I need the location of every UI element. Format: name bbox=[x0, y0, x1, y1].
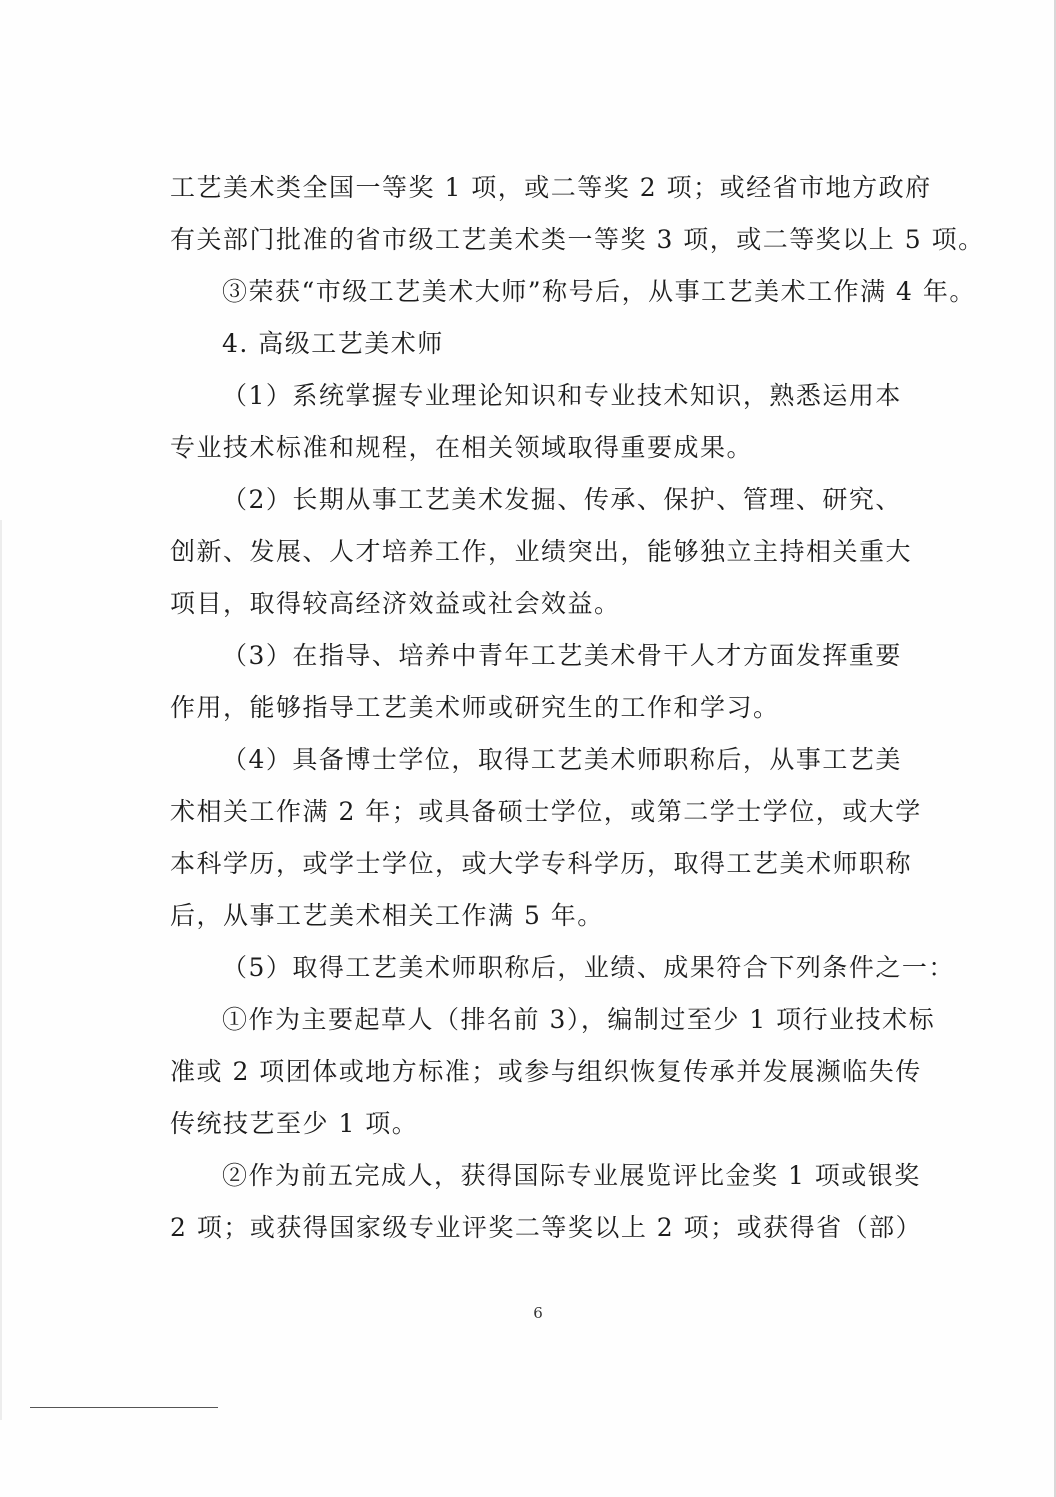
text-line: ②作为前五完成人，获得国际专业展览评比金奖 1 项或银奖 bbox=[222, 1161, 921, 1190]
text-line: 2 项；或获得国家级专业评奖二等奖以上 2 项；或获得省（部） bbox=[170, 1213, 923, 1242]
section-heading: 4. 高级工艺美术师 bbox=[222, 329, 444, 358]
footnote-divider bbox=[30, 1407, 218, 1408]
document-body bbox=[170, 162, 985, 1254]
text-line: 作用，能够指导工艺美术师或研究生的工作和学习。 bbox=[170, 693, 780, 722]
text-line: （3）在指导、培养中青年工艺美术骨干人才方面发挥重要 bbox=[222, 641, 902, 670]
text-line: 传统技艺至少 1 项。 bbox=[170, 1109, 419, 1138]
text-line: 项目，取得较高经济效益或社会效益。 bbox=[170, 589, 621, 618]
text-line: （2）长期从事工艺美术发掘、传承、保护、管理、研究、 bbox=[222, 485, 902, 514]
text-line: ③荣获“市级工艺美术大师”称号后，从事工艺美术工作满 4 年。 bbox=[222, 277, 976, 306]
page-edge-shadow bbox=[0, 520, 2, 1420]
text-line: 准或 2 项团体或地方标准；或参与组织恢复传承并发展濒临失传 bbox=[170, 1057, 922, 1086]
text-line: （4）具备博士学位，取得工艺美术师职称后，从事工艺美 bbox=[222, 745, 902, 774]
page-number: 6 bbox=[533, 1304, 543, 1322]
text-line: ①作为主要起草人（排名前 3），编制过至少 1 项行业技术标 bbox=[222, 1005, 936, 1034]
text-line: 有关部门批准的省市级工艺美术类一等奖 3 项，或二等奖以上 5 项。 bbox=[170, 225, 985, 254]
text-line: （1）系统掌握专业理论知识和专业技术知识，熟悉运用本 bbox=[222, 381, 902, 410]
text-line: 工艺美术类全国一等奖 1 项，或二等奖 2 项；或经省市地方政府 bbox=[170, 173, 932, 202]
text-line: 本科学历，或学士学位，或大学专科学历，取得工艺美术师职称 bbox=[170, 849, 913, 878]
text-line: 后，从事工艺美术相关工作满 5 年。 bbox=[170, 901, 604, 930]
text-line: （5）取得工艺美术师职称后，业绩、成果符合下列条件之一： bbox=[222, 953, 955, 982]
text-line: 术相关工作满 2 年；或具备硕士学位，或第二学士学位，或大学 bbox=[170, 797, 922, 826]
text-line: 创新、发展、人才培养工作，业绩突出，能够独立主持相关重大 bbox=[170, 537, 913, 566]
text-line: 专业技术标准和规程，在相关领域取得重要成果。 bbox=[170, 433, 754, 462]
